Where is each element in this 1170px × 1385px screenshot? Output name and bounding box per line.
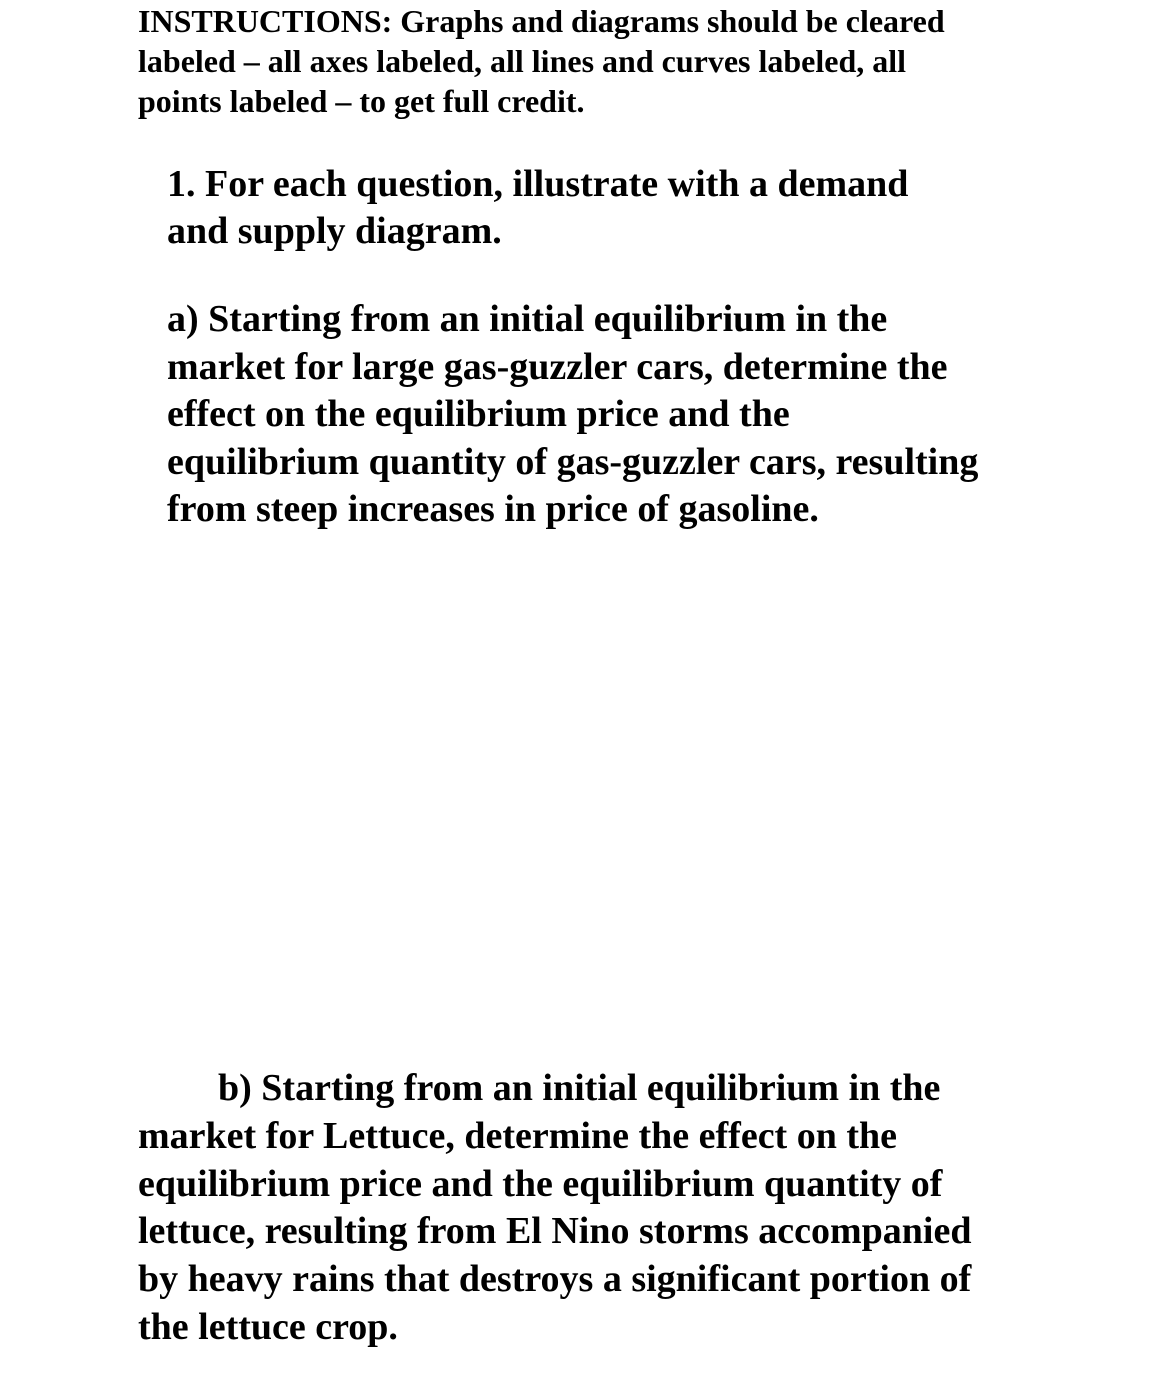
part-b-line: the lettuce crop. (138, 1305, 398, 1348)
instructions-line: points labeled – to get full credit. (138, 83, 585, 119)
instructions-paragraph (138, 1, 945, 121)
part-b-line: market for Lettuce, determine the effect on the (138, 1114, 897, 1157)
part-b-line: b) Starting from an initial equilibrium in the (218, 1067, 941, 1109)
question-1-line: and supply diagram. (167, 210, 502, 252)
part-b-line: by heavy rains that destroys a significant portion of (138, 1258, 972, 1301)
part-b-line: equilibrium price and the equilibrium quantity of (138, 1162, 943, 1205)
question-1-line: 1. For each question, illustrate with a demand (167, 163, 909, 205)
question-part-b (138, 1065, 971, 1352)
part-a-line: effect on the equilibrium price and the (167, 393, 790, 435)
part-b-line: lettuce, resulting from El Nino storms accompanied (138, 1210, 972, 1253)
part-a-line: a) Starting from an initial equilibrium in the (167, 298, 888, 340)
part-a-line: market for large gas-guzzler cars, determine the (167, 345, 948, 388)
part-a-line: from steep increases in price of gasoline. (167, 488, 819, 530)
question-part-a (167, 296, 978, 534)
part-a-line: equilibrium quantity of gas-guzzler cars, resulting (167, 440, 979, 483)
instructions-line: INSTRUCTIONS: Graphs and diagrams should be cleared (138, 3, 945, 39)
question-1 (167, 161, 908, 255)
instructions-line: labeled – all axes labeled, all lines and curves labeled, all (138, 43, 907, 79)
